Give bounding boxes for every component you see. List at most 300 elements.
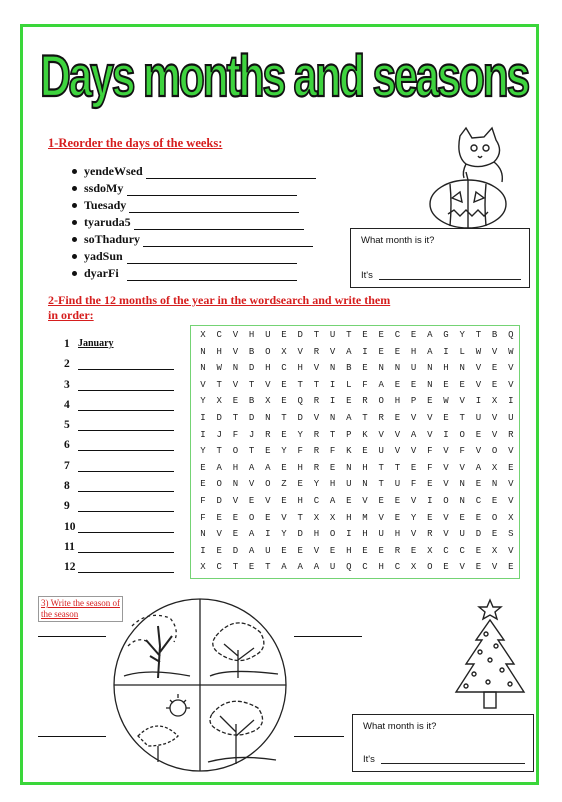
wordsearch-letter[interactable]: V xyxy=(475,363,482,374)
wordsearch-letter[interactable]: H xyxy=(329,479,336,490)
answer-line[interactable] xyxy=(78,430,174,431)
wordsearch-letter[interactable]: T xyxy=(475,330,482,340)
wordsearch-letter[interactable]: A xyxy=(378,379,384,390)
wordsearch-letter[interactable]: U xyxy=(265,545,271,556)
wordsearch-letter[interactable]: H xyxy=(265,363,271,374)
wordsearch-letter[interactable]: O xyxy=(491,446,498,457)
wordsearch-letter[interactable]: T xyxy=(232,413,239,423)
wordsearch-letter[interactable]: E xyxy=(410,545,417,556)
wordsearch-letter[interactable]: T xyxy=(346,330,352,340)
wordsearch-letter[interactable]: T xyxy=(216,446,222,457)
answer-line[interactable] xyxy=(381,763,525,764)
wordsearch-letter[interactable]: V xyxy=(508,496,514,506)
wordsearch-letter[interactable]: I xyxy=(427,496,433,506)
wordsearch-letter[interactable]: N xyxy=(459,363,465,374)
wordsearch-letter[interactable]: E xyxy=(362,545,368,556)
wordsearch-letter[interactable]: T xyxy=(313,330,320,340)
wordsearch-letter[interactable]: E xyxy=(232,396,239,407)
wordsearch-letter[interactable]: V xyxy=(475,446,482,457)
wordsearch-letter[interactable]: N xyxy=(459,496,465,506)
wordsearch-letter[interactable]: X xyxy=(410,562,417,573)
wordsearch-letter[interactable]: U xyxy=(410,363,417,374)
wordsearch-letter[interactable]: N xyxy=(200,363,206,374)
wordsearch-letter[interactable]: T xyxy=(216,379,222,390)
wordsearch-letter[interactable]: R xyxy=(508,429,514,440)
wordsearch-letter[interactable]: E xyxy=(394,496,401,506)
wordsearch-letter[interactable]: W xyxy=(475,346,482,357)
wordsearch-letter[interactable]: N xyxy=(200,529,206,540)
wordsearch-letter[interactable]: X xyxy=(265,396,271,407)
wordsearch-letter[interactable]: E xyxy=(346,396,352,407)
wordsearch-letter[interactable]: T xyxy=(265,562,271,573)
wordsearch-letter[interactable]: O xyxy=(265,346,271,357)
wordsearch-letter[interactable]: T xyxy=(232,562,239,573)
wordsearch-letter[interactable]: V xyxy=(232,379,239,390)
wordsearch-letter[interactable]: V xyxy=(313,413,320,423)
wordsearch-letter[interactable]: H xyxy=(297,496,303,506)
wordsearch-letter[interactable]: N xyxy=(427,379,433,390)
answer-line[interactable] xyxy=(78,450,174,451)
wordsearch-letter[interactable]: O xyxy=(265,479,271,490)
wordsearch-letter[interactable]: Y xyxy=(313,479,320,490)
wordsearch-letter[interactable]: A xyxy=(427,330,433,340)
wordsearch-letter[interactable]: E xyxy=(281,379,287,390)
wordsearch-letter[interactable]: V xyxy=(508,363,514,374)
wordsearch-letter[interactable]: E xyxy=(394,512,401,523)
wordsearch-letter[interactable]: H xyxy=(362,462,368,473)
wordsearch-letter[interactable]: E xyxy=(475,479,482,490)
wordsearch-letter[interactable]: N xyxy=(346,462,352,473)
wordsearch-letter[interactable]: N xyxy=(329,363,336,374)
wordsearch-letter[interactable]: U xyxy=(475,413,482,423)
wordsearch-letter[interactable]: D xyxy=(232,545,239,556)
wordsearch-letter[interactable]: I xyxy=(475,396,482,407)
wordsearch-letter[interactable]: B xyxy=(248,346,255,357)
wordsearch-letter[interactable]: Y xyxy=(297,429,303,440)
wordsearch-letter[interactable]: E xyxy=(394,379,401,390)
wordsearch-letter[interactable]: E xyxy=(427,479,433,490)
wordsearch-letter[interactable]: H xyxy=(362,529,368,540)
wordsearch-letter[interactable]: E xyxy=(329,545,336,556)
wordsearch-letter[interactable]: E xyxy=(394,346,401,357)
wordsearch-letter[interactable]: V xyxy=(248,479,255,490)
wordsearch-letter[interactable]: V xyxy=(232,496,239,506)
wordsearch-letter[interactable]: A xyxy=(410,429,417,440)
wordsearch-letter[interactable]: L xyxy=(459,346,465,357)
wordsearch-letter[interactable]: V xyxy=(443,479,449,490)
wordsearch-letter[interactable]: H xyxy=(216,346,222,357)
wordsearch-letter[interactable]: V xyxy=(410,529,417,540)
wordsearch-letter[interactable]: I xyxy=(362,346,368,357)
wordsearch-letter[interactable]: E xyxy=(410,330,417,340)
wordsearch-letter[interactable]: R xyxy=(427,529,433,540)
wordsearch-letter[interactable]: E xyxy=(427,512,433,523)
wordsearch-letter[interactable]: C xyxy=(475,496,482,506)
wordsearch-letter[interactable]: I xyxy=(329,396,336,407)
wordsearch-letter[interactable]: F xyxy=(410,479,417,490)
wordsearch-letter[interactable]: O xyxy=(329,529,336,540)
wordsearch-letter[interactable]: E xyxy=(378,346,384,357)
wordsearch-letter[interactable]: C xyxy=(216,562,222,573)
wordsearch-letter[interactable]: V xyxy=(491,413,498,423)
wordsearch-letter[interactable]: E xyxy=(232,512,239,523)
wordsearch-letter[interactable]: E xyxy=(200,479,206,490)
wordsearch-letter[interactable]: C xyxy=(362,562,368,573)
wordsearch-letter[interactable]: N xyxy=(200,346,206,357)
wordsearch-letter[interactable]: N xyxy=(329,413,336,423)
wordsearch-letter[interactable]: V xyxy=(491,429,498,440)
wordsearch-letter[interactable]: B xyxy=(491,330,498,340)
wordsearch-letter[interactable]: D xyxy=(248,413,255,423)
wordsearch-letter[interactable]: V xyxy=(313,545,320,556)
wordsearch-letter[interactable]: U xyxy=(394,479,401,490)
answer-line[interactable] xyxy=(129,202,299,213)
answer-line[interactable] xyxy=(78,410,174,411)
wordsearch-letter[interactable]: E xyxy=(216,545,222,556)
wordsearch-letter[interactable]: A xyxy=(265,462,271,473)
wordsearch-letter[interactable]: A xyxy=(313,562,320,573)
wordsearch-letter[interactable]: E xyxy=(427,396,433,407)
wordsearch-letter[interactable]: F xyxy=(200,496,206,506)
wordsearch-letter[interactable]: W xyxy=(443,396,449,407)
wordsearch-letter[interactable]: V xyxy=(443,512,449,523)
wordsearch-letter[interactable]: V xyxy=(232,346,239,357)
wordsearch-letter[interactable]: C xyxy=(313,496,320,506)
wordsearch-letter[interactable]: E xyxy=(394,413,401,423)
wordsearch-letter[interactable]: P xyxy=(346,429,352,440)
wordsearch-letter[interactable]: C xyxy=(281,363,287,374)
wordsearch-letter[interactable]: J xyxy=(248,429,255,440)
wordsearch-letter[interactable]: J xyxy=(216,429,222,440)
answer-line[interactable] xyxy=(78,552,174,553)
wordsearch-letter[interactable]: E xyxy=(265,512,271,523)
wordsearch-letter[interactable]: O xyxy=(427,562,433,573)
wordsearch-letter[interactable]: E xyxy=(443,413,449,423)
wordsearch-letter[interactable]: V xyxy=(232,330,239,340)
wordsearch-letter[interactable]: T xyxy=(378,462,384,473)
season-answer-line[interactable] xyxy=(294,736,344,737)
wordsearch-letter[interactable]: H xyxy=(378,562,384,573)
answer-line[interactable] xyxy=(78,491,174,492)
wordsearch-letter[interactable]: E xyxy=(491,496,498,506)
wordsearch-letter[interactable]: E xyxy=(281,462,287,473)
wordsearch-letter[interactable]: X xyxy=(491,396,498,407)
wordsearch-letter[interactable]: Y xyxy=(281,529,287,540)
wordsearch-letter[interactable]: U xyxy=(329,330,336,340)
wordsearch-letter[interactable]: D xyxy=(297,330,303,340)
wordsearch-letter[interactable]: X xyxy=(200,330,206,340)
wordsearch-letter[interactable]: F xyxy=(297,446,303,457)
wordsearch-letter[interactable]: V xyxy=(297,346,303,357)
wordsearch-letter[interactable]: V xyxy=(265,379,271,390)
wordsearch-letter[interactable]: K xyxy=(346,446,352,457)
wordsearch-letter[interactable]: E xyxy=(410,462,417,473)
wordsearch-letter[interactable]: I xyxy=(443,429,449,440)
wordsearch-letter[interactable]: N xyxy=(394,363,401,374)
wordsearch-letter[interactable]: Y xyxy=(410,512,417,523)
wordsearch-letter[interactable]: X xyxy=(216,396,222,407)
wordsearch-letter[interactable]: E xyxy=(459,512,465,523)
wordsearch-letter[interactable]: E xyxy=(281,330,287,340)
wordsearch-letter[interactable]: V xyxy=(200,379,206,390)
wordsearch-letter[interactable]: A xyxy=(216,462,222,473)
answer-line[interactable] xyxy=(146,168,316,179)
wordsearch-letter[interactable]: E xyxy=(475,562,482,573)
wordsearch-letter[interactable]: E xyxy=(281,429,287,440)
wordsearch-letter[interactable]: V xyxy=(410,446,417,457)
wordsearch-letter[interactable]: T xyxy=(313,379,320,390)
wordsearch-letter[interactable]: T xyxy=(394,462,401,473)
wordsearch-letter[interactable]: C xyxy=(443,545,449,556)
wordsearch-letter[interactable]: E xyxy=(281,496,287,506)
wordsearch-letter[interactable]: X xyxy=(281,346,287,357)
wordsearch-letter[interactable]: R xyxy=(362,396,368,407)
wordsearch-letter[interactable]: H xyxy=(232,462,239,473)
wordsearch-letter[interactable]: D xyxy=(216,496,222,506)
wordsearch-letter[interactable]: M xyxy=(362,512,368,523)
wordsearch-letter[interactable]: V xyxy=(508,545,514,556)
answer-line[interactable] xyxy=(134,219,304,230)
wordsearch-letter[interactable]: N xyxy=(459,479,465,490)
wordsearch-letter[interactable]: E xyxy=(329,462,336,473)
wordsearch-letter[interactable]: E xyxy=(265,446,271,457)
wordsearch-letter[interactable]: H xyxy=(394,529,401,540)
wordsearch-letter[interactable]: V xyxy=(265,496,271,506)
wordsearch-letter[interactable]: E xyxy=(248,562,255,573)
wordsearch-letter[interactable]: I xyxy=(265,529,271,540)
wordsearch-letter[interactable]: Y xyxy=(200,396,206,407)
wordsearch-letter[interactable]: T xyxy=(281,413,287,423)
wordsearch-letter[interactable]: O xyxy=(248,512,255,523)
wordsearch-letter[interactable]: E xyxy=(232,529,239,540)
wordsearch-letter[interactable]: V xyxy=(216,529,222,540)
wordsearch-letter[interactable]: U xyxy=(459,529,465,540)
wordsearch-letter[interactable]: X xyxy=(491,462,498,473)
wordsearch-letter[interactable]: I xyxy=(329,379,336,390)
wordsearch-letter[interactable]: I xyxy=(443,346,449,357)
wordsearch-letter[interactable]: E xyxy=(248,496,255,506)
answer-line[interactable] xyxy=(143,236,313,247)
wordsearch-letter[interactable]: V xyxy=(281,512,287,523)
wordsearch-letter[interactable]: V xyxy=(313,363,320,374)
wordsearch-letter[interactable]: A xyxy=(297,562,303,573)
wordsearch-letter[interactable]: A xyxy=(329,496,336,506)
wordsearch-letter[interactable]: O xyxy=(378,396,384,407)
wordsearch-letter[interactable]: V xyxy=(459,562,465,573)
wordsearch-letter[interactable]: A xyxy=(281,562,287,573)
wordsearch-letter[interactable]: E xyxy=(281,396,287,407)
wordsearch-letter[interactable]: F xyxy=(459,446,465,457)
wordsearch-letter[interactable]: P xyxy=(410,396,417,407)
answer-line[interactable] xyxy=(127,253,297,264)
wordsearch-letter[interactable]: V xyxy=(491,346,498,357)
wordsearch-letter[interactable]: U xyxy=(378,446,384,457)
wordsearch-letter[interactable]: F xyxy=(329,446,336,457)
wordsearch-letter[interactable]: F xyxy=(427,462,433,473)
wordsearch-letter[interactable]: I xyxy=(346,529,352,540)
wordsearch-letter[interactable]: O xyxy=(459,429,465,440)
wordsearch-letter[interactable]: V xyxy=(459,462,465,473)
wordsearch-letter[interactable]: Z xyxy=(281,479,287,490)
wordsearch-letter[interactable]: V xyxy=(427,413,433,423)
answer-line[interactable] xyxy=(78,390,174,391)
wordsearch-letter[interactable]: U xyxy=(346,479,352,490)
wordsearch-letter[interactable]: N xyxy=(362,479,368,490)
wordsearch-letter[interactable]: E xyxy=(475,545,482,556)
wordsearch-letter[interactable]: Q xyxy=(346,562,352,573)
answer-line[interactable] xyxy=(127,185,297,196)
wordsearch-letter[interactable]: Q xyxy=(508,330,514,340)
wordsearch-letter[interactable]: A xyxy=(346,346,352,357)
wordsearch-letter[interactable]: D xyxy=(216,413,222,423)
wordsearch-letter[interactable]: H xyxy=(297,462,303,473)
wordsearch-letter[interactable]: B xyxy=(346,363,352,374)
wordsearch-letter[interactable]: K xyxy=(362,429,368,440)
wordsearch-letter[interactable]: C xyxy=(216,330,222,340)
season-answer-line[interactable] xyxy=(294,636,362,637)
wordsearch-letter[interactable]: V xyxy=(378,512,384,523)
wordsearch-letter[interactable]: D xyxy=(475,529,482,540)
wordsearch-letter[interactable]: A xyxy=(248,529,255,540)
answer-line[interactable] xyxy=(78,511,174,512)
wordsearch-letter[interactable]: V xyxy=(394,446,401,457)
wordsearch-letter[interactable]: W xyxy=(508,346,514,357)
wordsearch-letter[interactable]: H xyxy=(443,363,449,374)
wordsearch-letter[interactable]: N xyxy=(491,479,498,490)
wordsearch-letter[interactable]: E xyxy=(281,545,287,556)
wordsearch-letter[interactable]: E xyxy=(443,562,449,573)
wordsearch-letter[interactable]: D xyxy=(297,413,303,423)
wordsearch-letter[interactable]: E xyxy=(297,545,303,556)
wordsearch-letter[interactable]: Y xyxy=(281,446,287,457)
wordsearch-letter[interactable]: D xyxy=(248,363,255,374)
wordsearch-letter[interactable]: U xyxy=(378,529,384,540)
answer-line[interactable] xyxy=(78,471,174,472)
wordsearch-letter[interactable]: S xyxy=(508,529,514,540)
wordsearch-letter[interactable]: V xyxy=(459,396,465,407)
answer-line[interactable] xyxy=(78,572,174,573)
wordsearch-letter[interactable]: H xyxy=(346,512,352,523)
wordsearch-letter[interactable]: I xyxy=(508,396,514,407)
wordsearch-letter[interactable]: F xyxy=(232,429,239,440)
wordsearch-letter[interactable]: E xyxy=(491,379,498,390)
wordsearch-letter[interactable]: V xyxy=(443,446,449,457)
wordsearch-letter[interactable]: Q xyxy=(297,396,303,407)
wordsearch-letter[interactable]: N xyxy=(378,363,384,374)
wordsearch-letter[interactable]: R xyxy=(313,462,320,473)
wordsearch-letter[interactable]: R xyxy=(313,396,320,407)
wordsearch-letter[interactable]: E xyxy=(378,330,384,340)
wordsearch-letter[interactable]: I xyxy=(200,413,206,423)
wordsearch-letter[interactable]: T xyxy=(248,379,255,390)
wordsearch-letter[interactable]: N xyxy=(427,363,433,374)
wordsearch-letter[interactable]: O xyxy=(232,446,239,457)
wordsearch-letter[interactable]: E xyxy=(362,330,368,340)
wordsearch-letter[interactable]: U xyxy=(265,330,271,340)
wordsearch-letter[interactable]: V xyxy=(508,379,514,390)
wordsearch-letter[interactable]: V xyxy=(443,462,449,473)
wordsearch-letter[interactable]: R xyxy=(313,429,320,440)
wordsearch-letter[interactable]: O xyxy=(443,496,449,506)
wordsearch-letter[interactable]: F xyxy=(200,512,206,523)
wordsearch-letter[interactable]: T xyxy=(362,413,368,423)
wordsearch-letter[interactable]: O xyxy=(216,479,222,490)
wordsearch-letter[interactable]: R xyxy=(394,545,401,556)
wordsearch-letter[interactable]: X xyxy=(329,512,336,523)
wordsearch-letter[interactable]: E xyxy=(443,379,449,390)
wordsearch-letter[interactable]: X xyxy=(200,562,206,573)
wordsearch-letter[interactable]: D xyxy=(297,529,303,540)
answer-line[interactable] xyxy=(78,369,174,370)
wordsearch-letter[interactable]: E xyxy=(362,446,368,457)
wordsearch-letter[interactable]: C xyxy=(394,330,401,340)
wordsearch-letter[interactable]: F xyxy=(427,446,433,457)
wordsearch-letter[interactable]: W xyxy=(216,363,222,374)
wordsearch-letter[interactable]: V xyxy=(362,496,368,506)
wordsearch-letter[interactable]: G xyxy=(443,330,449,340)
wordsearch-letter[interactable]: T xyxy=(378,479,384,490)
wordsearch-letter[interactable]: A xyxy=(248,545,255,556)
season-answer-line[interactable] xyxy=(38,636,106,637)
wordsearch-letter[interactable]: E xyxy=(216,512,222,523)
wordsearch-letter[interactable]: T xyxy=(329,429,336,440)
wordsearch-letter[interactable]: E xyxy=(378,496,384,506)
wordsearch-letter[interactable]: N xyxy=(232,479,239,490)
wordsearch-letter[interactable]: V xyxy=(475,379,482,390)
wordsearch-letter[interactable]: C xyxy=(394,562,401,573)
wordsearch-letter[interactable]: E xyxy=(491,529,498,540)
wordsearch-letter[interactable]: U xyxy=(508,413,514,423)
wordsearch-letter[interactable]: X xyxy=(427,545,433,556)
wordsearch-letter[interactable]: H xyxy=(410,346,417,357)
wordsearch-letter[interactable]: A xyxy=(427,346,433,357)
season-answer-line[interactable] xyxy=(38,736,106,737)
wordsearch-letter[interactable]: I xyxy=(200,545,206,556)
wordsearch-letter[interactable]: U xyxy=(329,562,336,573)
wordsearch-letter[interactable]: C xyxy=(459,545,465,556)
wordsearch-letter[interactable]: T xyxy=(459,413,465,423)
wordsearch-letter[interactable]: Y xyxy=(200,446,206,457)
wordsearch-letter[interactable]: V xyxy=(491,562,498,573)
wordsearch-letter[interactable]: E xyxy=(459,379,465,390)
wordsearch-letter[interactable]: H xyxy=(313,529,320,540)
wordsearch-letter[interactable]: E xyxy=(508,562,514,573)
wordsearch-letter[interactable]: E xyxy=(346,496,352,506)
wordsearch-letter[interactable]: E xyxy=(200,462,206,473)
wordsearch-letter[interactable]: R xyxy=(378,413,384,423)
wordsearch-letter[interactable]: R xyxy=(313,446,320,457)
wordsearch-letter[interactable]: H xyxy=(346,545,352,556)
answer-line[interactable] xyxy=(127,270,297,281)
wordsearch-letter[interactable]: X xyxy=(491,545,498,556)
wordsearch-letter[interactable]: B xyxy=(248,396,255,407)
wordsearch-letter[interactable]: N xyxy=(232,363,239,374)
wordsearch-letter[interactable]: Y xyxy=(459,330,465,340)
wordsearch-letter[interactable]: V xyxy=(378,429,384,440)
wordsearch-letter[interactable]: N xyxy=(265,413,271,423)
wordsearch-letter[interactable]: A xyxy=(248,462,255,473)
wordsearch-letter[interactable]: R xyxy=(265,429,271,440)
wordsearch-letter[interactable]: L xyxy=(346,379,352,390)
wordsearch-letter[interactable]: H xyxy=(297,363,303,374)
wordsearch-letter[interactable]: E xyxy=(297,479,303,490)
wordsearch-letter[interactable]: E xyxy=(491,363,498,374)
answer-line[interactable] xyxy=(379,279,521,280)
wordsearch-letter[interactable]: V xyxy=(329,346,336,357)
wordsearch-letter[interactable]: H xyxy=(248,330,255,340)
wordsearch-letter[interactable]: V xyxy=(508,446,514,457)
wordsearch-letter[interactable]: E xyxy=(475,512,482,523)
